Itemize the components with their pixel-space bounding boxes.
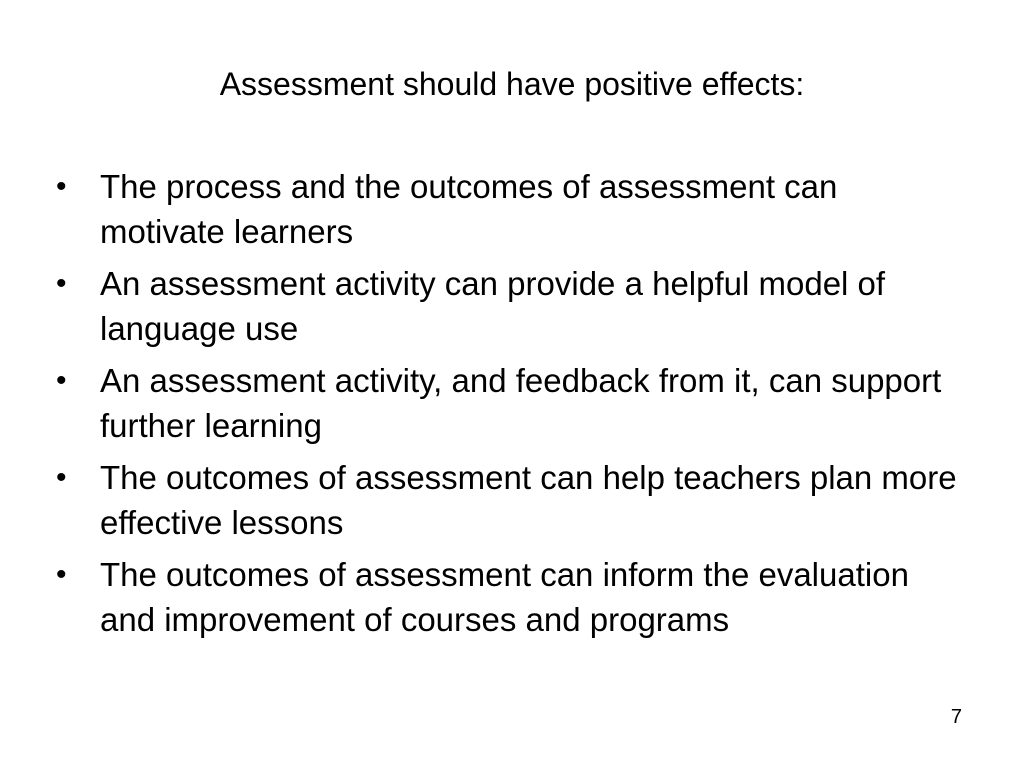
bullet-item bbox=[56, 552, 966, 642]
bullet-item bbox=[56, 164, 966, 254]
bullet-text: The outcomes of assessment can help teachers plan more effective lessons bbox=[100, 459, 957, 541]
bullet-list bbox=[56, 164, 966, 649]
bullet-item bbox=[56, 358, 966, 448]
bullet-item bbox=[56, 261, 966, 351]
bullet-icon: • bbox=[56, 558, 67, 591]
bullet-text: An assessment activity can provide a helpful model of language use bbox=[100, 265, 886, 347]
bullet-text: The process and the outcomes of assessment can motivate learners bbox=[100, 168, 838, 250]
bullet-icon: • bbox=[56, 364, 67, 397]
bullet-icon: • bbox=[56, 461, 67, 494]
slide-title: Assessment should have positive effects: bbox=[219, 66, 805, 102]
bullet-icon: • bbox=[56, 170, 67, 203]
bullet-text: The outcomes of assessment can inform the evaluation and improvement of courses and programs bbox=[100, 556, 909, 638]
bullet-text: An assessment activity, and feedback from it, can support further learning bbox=[100, 362, 942, 444]
bullet-icon: • bbox=[56, 267, 67, 300]
slide-number: 7 bbox=[950, 706, 962, 728]
bullet-item bbox=[56, 455, 966, 545]
